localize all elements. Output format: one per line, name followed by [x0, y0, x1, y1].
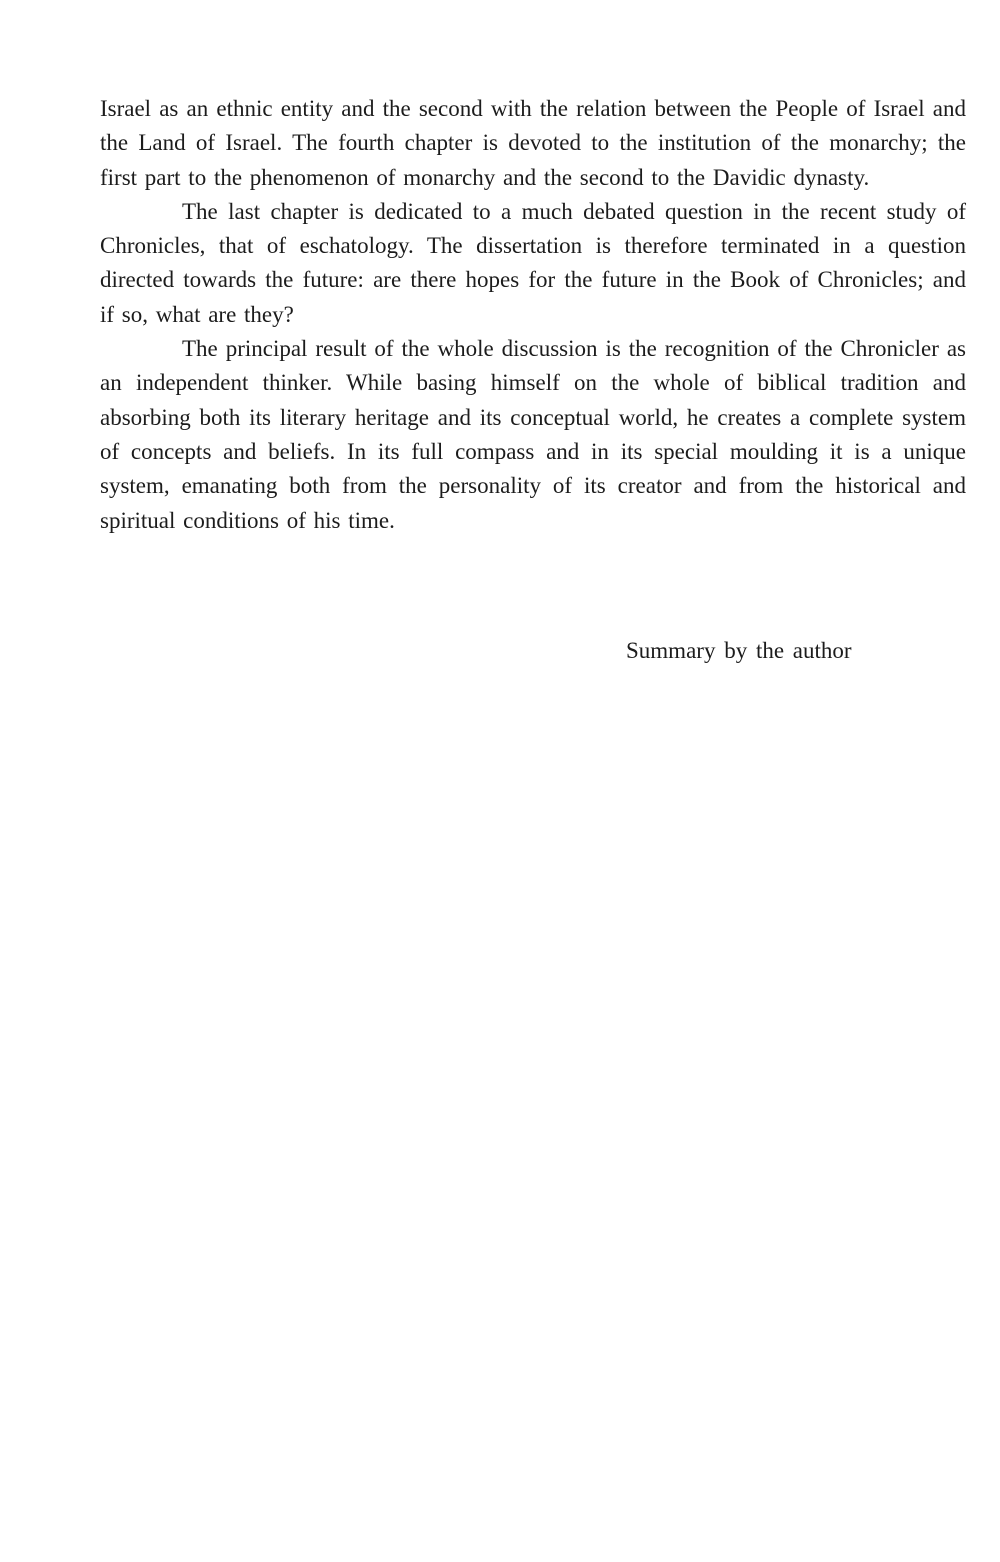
- paragraph-principal-result: The principal result of the whole discussion is the recognition of the Chronicler as an independent thinker. While basing himself on the whole of biblical tradition and absorbing both its literary heritage and its conceptual world, he creates a complete system of concepts and beliefs. In its full compass and in its special moulding it is a unique system, emanating both from the personality of its creator and from the historical and spiritual conditions of his time.: [100, 336, 966, 533]
- author-signature-line: Summary by the author: [626, 638, 852, 663]
- paragraph-continuation: Israel as an ethnic entity and the second with the relation between the People of Israel and the Land of Israel. The fourth chapter is devoted to the institution of the monarchy; the first part to the phenomenon of monarchy and the second to the Davidic dynasty.: [100, 96, 966, 190]
- body-text: [100, 92, 966, 538]
- paragraph-last-chapter: The last chapter is dedicated to a much debated question in the recent study of Chronicles, that of eschatology. The dissertation is therefore terminated in a question directed towards the future: are there hopes for the future in the Book of Chronicles; and if so, what are they?: [100, 198, 966, 327]
